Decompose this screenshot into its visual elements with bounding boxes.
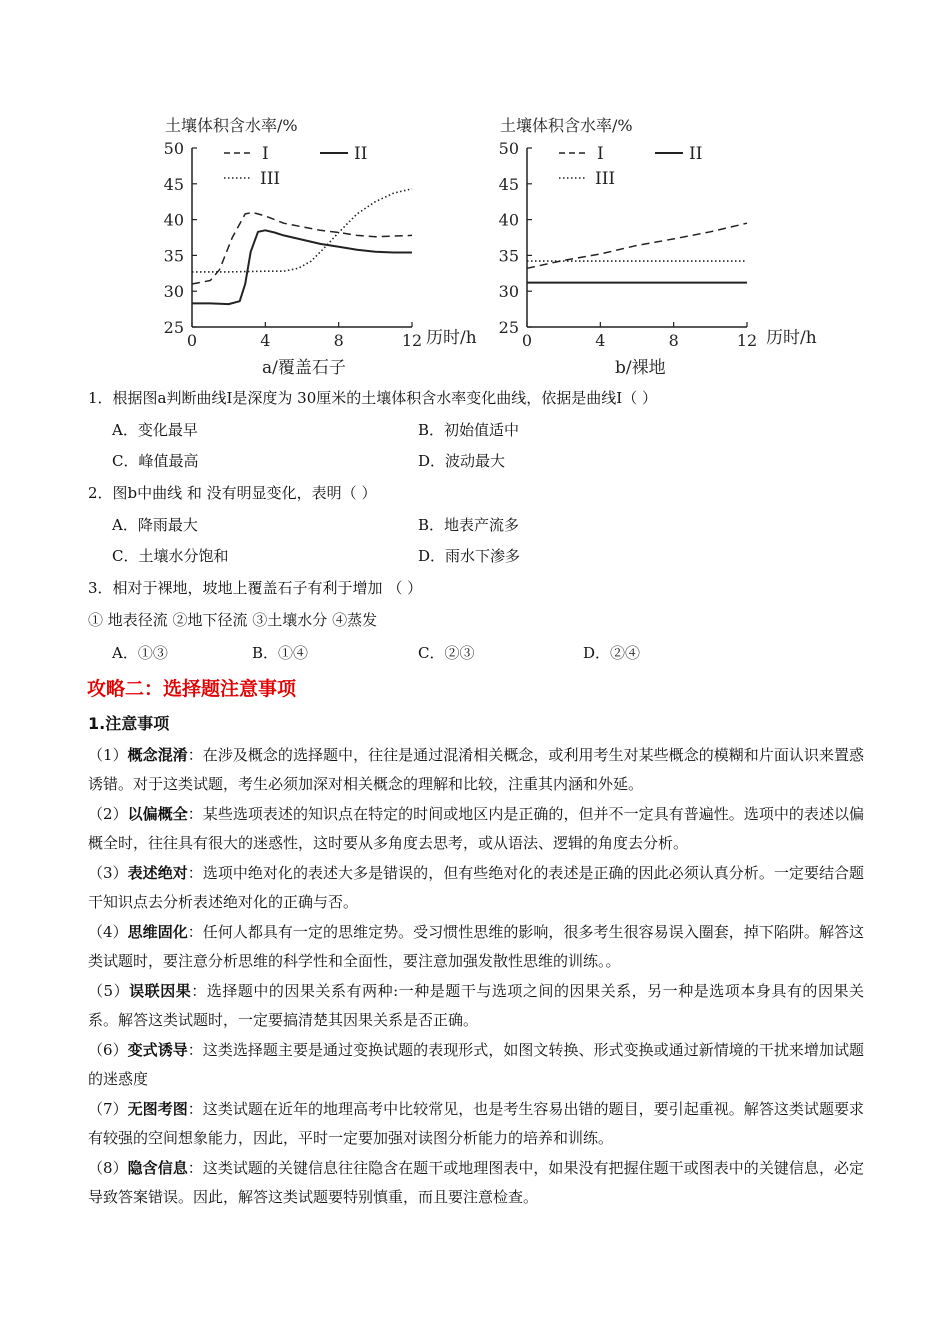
chart-a-x-tick-label: 8 [333, 331, 344, 350]
chart-b-y-tick-label: 25 [498, 318, 519, 337]
q2-option-d: D．雨水下渗多 [418, 547, 521, 565]
section-title: 攻略二：选择题注意事项 [87, 678, 297, 700]
tip-4-term: 思维固化 [127, 923, 188, 941]
chart-a-y-tick-label: 30 [163, 282, 184, 302]
chart-a-x-tick-label: 4 [260, 331, 271, 350]
chart-a-legend-label-I: I [262, 144, 269, 164]
question-2-stem: 2．图b中曲线 和 没有明显变化，表明（ ） [88, 484, 377, 502]
q1-option-b: B．初始值适中 [418, 421, 520, 439]
tip-5-term: 误联因果 [129, 982, 192, 1000]
chart-a-legend-label-III: III [260, 169, 281, 189]
q2-option-c: C．土壤水分饱和 [112, 547, 229, 565]
chart-b-bare-land [485, 105, 835, 380]
tip-8-number: （8） [88, 1159, 128, 1177]
tip-1-number: （1） [88, 746, 128, 764]
q3-option-a: A．①③ [112, 644, 168, 662]
chart-b-y-tick-label: 35 [498, 246, 519, 266]
chart-a-y-tick-label: 25 [163, 318, 184, 337]
tip-1-text: ：在涉及概念的选择题中，往往是通过混淆相关概念，或利用考生对某些概念的模糊和片面认识来置惑诱错。对于这类试题，考生必须加深对相关概念的理解和比较，注重其内涵和外延。 [88, 746, 864, 793]
tip-6-text: ：这类选择题主要是通过变换试题的表现形式，如图文转换、形式变换或通过新情境的干扰来增加试题的迷惑度 [88, 1041, 864, 1088]
chart-a-svg [150, 105, 495, 380]
tip-1-term: 概念混淆 [127, 746, 188, 764]
q1-option-c: C．峰值最高 [112, 452, 199, 470]
chart-b-x-tick-label: 8 [668, 331, 679, 350]
chart-b-legend-label-III: III [595, 169, 616, 189]
tip-7-term: 无图考图 [127, 1100, 188, 1118]
chart-b-xlabel: 历时/h [766, 328, 817, 348]
q2-option-b: B．地表产流多 [418, 516, 520, 534]
tip-paragraph-5 [88, 977, 864, 1035]
tip-3-term: 表述绝对 [127, 864, 188, 882]
chart-b-x-tick-label: 4 [595, 331, 606, 350]
chart-b-legend-label-II: II [689, 144, 703, 164]
chart-b-y-tick-label: 50 [498, 139, 519, 158]
tip-paragraph-2 [88, 800, 864, 858]
subsection-title: 1.注意事项 [88, 714, 170, 733]
tip-3-number: （3） [88, 864, 128, 882]
chart-a-series-I-line [192, 212, 412, 284]
q2-option-a: A．降雨最大 [112, 516, 198, 534]
tip-8-term: 隐含信息 [127, 1159, 188, 1177]
chart-a-y-tick-label: 50 [163, 139, 184, 158]
tip-4-number: （4） [88, 923, 128, 941]
tip-paragraph-3 [88, 859, 864, 917]
chart-a-y-tick-label: 40 [163, 210, 184, 230]
chart-a-ylabel: 土壤体积含水率/% [165, 116, 298, 135]
tip-8-text: ：这类试题的关键信息往往隐含在题干或地理图表中，如果没有把握住题干或图表中的关键信息，必定导致答案错误。因此，解答这类试题要特别慎重，而且要注意检查。 [88, 1159, 864, 1206]
question-1-stem: 1．根据图a判断曲线I是深度为 30厘米的土壤体积含水率变化曲线，依据是曲线I（ ） [88, 389, 657, 407]
q3-option-b: B．①④ [252, 644, 309, 662]
chart-a-covered-stones [150, 105, 495, 380]
chart-b-x-tick-label: 0 [521, 331, 533, 350]
chart-b-y-tick-label: 45 [498, 174, 519, 194]
tip-5-number: （5） [88, 982, 130, 1000]
chart-b-title: b/裸地 [615, 358, 666, 378]
chart-b-y-tick-label: 40 [498, 210, 519, 230]
chart-b-x-tick-label: 12 [736, 331, 758, 350]
tip-paragraph-1 [88, 741, 864, 799]
chart-b-y-tick-label: 30 [498, 282, 519, 302]
tip-6-number: （6） [88, 1041, 128, 1059]
question-3-stem: 3．相对于裸地，坡地上覆盖石子有利于增加 （ ） [88, 579, 423, 597]
chart-a-xlabel: 历时/h [426, 328, 477, 348]
q1-option-d: D．波动最大 [418, 452, 506, 470]
tip-paragraph-4 [88, 918, 864, 976]
q3-option-d: D．②④ [583, 644, 641, 662]
tip-paragraph-7 [88, 1095, 864, 1153]
chart-a-series-III-line [192, 189, 412, 272]
tip-paragraph-8 [88, 1154, 864, 1212]
tip-3-text: ：选项中绝对化的表述大多是错误的，但有些绝对化的表述是正确的因此必须认真分析。一定要结合题干知识点去分析表述绝对化的正确与否。 [88, 864, 864, 911]
tip-paragraph-6 [88, 1036, 864, 1094]
chart-a-title: a/覆盖石子 [262, 358, 346, 378]
chart-b-svg [485, 105, 835, 380]
tip-7-text: ：这类试题在近年的地理高考中比较常见，也是考生容易出错的题目，要引起重视。解答这类试题要求有较强的空间想象能力，因此，平时一定要加强对读图分析能力的培养和训练。 [88, 1100, 864, 1147]
chart-a-y-tick-label: 35 [163, 246, 184, 266]
chart-a-x-tick-label: 0 [186, 331, 198, 350]
tip-2-term: 以偏概全 [127, 805, 188, 823]
chart-b-ylabel: 土壤体积含水率/% [500, 116, 633, 135]
tip-4-text: ：任何人都具有一定的思维定势。受习惯性思维的影响，很多考生很容易误入圈套，掉下陷阱。解答这类试题时，要注意分析思维的科学性和全面性，要注意加强发散性思维的训练。。 [88, 923, 864, 970]
tip-2-text: ：某些选项表述的知识点在特定的时间或地区内是正确的，但并不一定具有普遍性。选项中的表述以偏概全时，往往具有很大的迷惑性，这时要从多角度去思考，或从语法、逻辑的角度去分析。 [88, 805, 864, 852]
tip-6-term: 变式诱导 [127, 1041, 188, 1059]
tip-5-text: ：选择题中的因果关系有两种:一种是题干与选项之间的因果关系，另一种是选项本身具有的因果关系。解答这类试题时，一定要搞清楚其因果关系是否正确。 [88, 982, 865, 1029]
chart-a-plot [164, 139, 423, 350]
question-3-items: ① 地表径流 ②地下径流 ③土壤水分 ④蒸发 [88, 611, 378, 629]
tip-2-number: （2） [88, 805, 128, 823]
chart-a-y-tick-label: 45 [163, 174, 184, 194]
chart-b-plot [499, 139, 758, 350]
q1-option-a: A．变化最早 [112, 421, 198, 439]
q3-option-c: C．②③ [418, 644, 475, 662]
chart-b-legend-label-I: I [597, 144, 604, 164]
chart-a-series-II-line [192, 230, 412, 304]
chart-a-legend-label-II: II [354, 144, 368, 164]
chart-a-x-tick-label: 12 [401, 331, 423, 350]
tip-7-number: （7） [88, 1100, 128, 1118]
